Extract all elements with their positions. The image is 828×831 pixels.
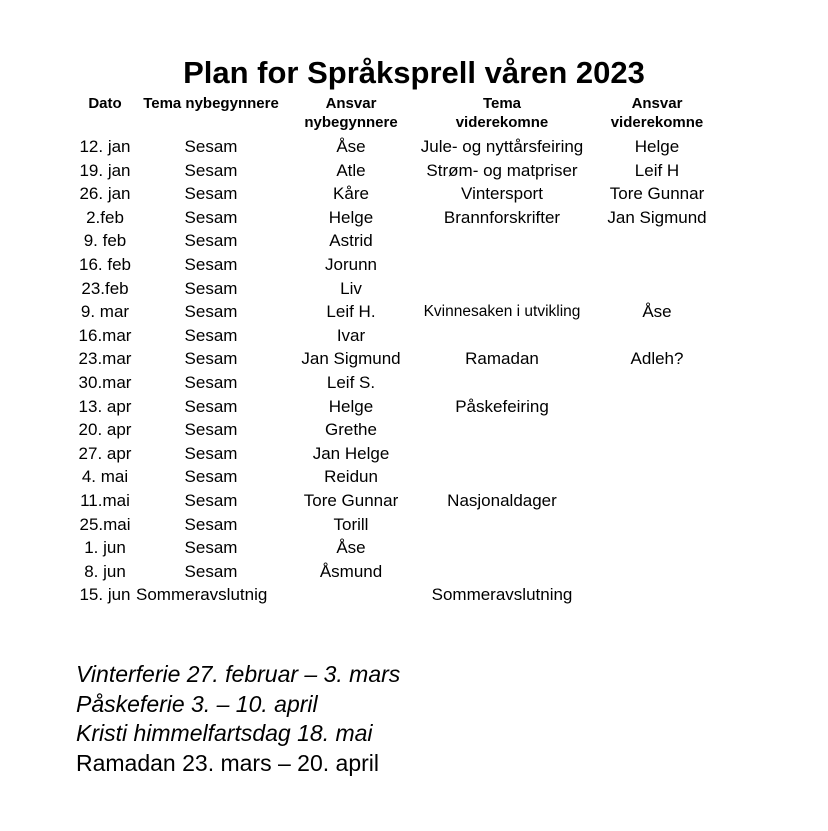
header-resp-advanced xyxy=(582,94,732,132)
cell-resp-beginners: Torill xyxy=(333,514,369,534)
note-winter-break: Vinterferie 27. februar – 3. mars xyxy=(76,661,401,687)
header-date-label: Dato xyxy=(88,95,122,112)
cell-resp-beginners: Liv xyxy=(340,278,362,298)
table-row xyxy=(0,560,828,584)
cell-date: 25.mai xyxy=(79,514,131,534)
cell-theme-beginners: Sesam xyxy=(184,184,238,204)
table-row xyxy=(0,465,828,489)
cell-resp-beginners: Helge xyxy=(328,207,374,227)
table-row xyxy=(0,300,828,324)
cell-resp-advanced: Tore Gunnar xyxy=(609,184,705,204)
cell-theme-beginners: Sesam xyxy=(184,538,238,558)
cell-theme-advanced: Ramadan xyxy=(465,349,539,369)
table-row xyxy=(0,347,828,371)
cell-theme-beginners: Sommeravslutnig xyxy=(136,585,268,605)
cell-theme-beginners: Sesam xyxy=(184,373,238,392)
header-theme-beginners xyxy=(131,94,291,113)
holiday-notes xyxy=(76,660,400,778)
cell-date: 19. jan xyxy=(79,160,131,180)
table-row xyxy=(0,324,828,348)
cell-theme-beginners: Sesam xyxy=(184,561,238,581)
cell-theme-advanced: Strøm- og matpriser xyxy=(426,160,578,180)
cell-theme-beginners: Sesam xyxy=(184,255,238,274)
cell-resp-advanced: Adleh? xyxy=(630,349,684,369)
cell-theme-beginners: Sesam xyxy=(184,396,238,416)
cell-resp-beginners: Helge xyxy=(328,396,374,416)
cell-date: 12. jan xyxy=(79,137,131,156)
page-title: Plan for Språksprell våren 2023 xyxy=(183,55,645,90)
table-row xyxy=(0,418,828,442)
cell-date: 15. jun xyxy=(79,585,131,605)
cell-date: 26. jan xyxy=(79,184,131,204)
table-row xyxy=(0,182,828,206)
cell-date: 11.mai xyxy=(80,491,130,510)
cell-theme-beginners: Sesam xyxy=(184,160,238,180)
cell-resp-advanced: Helge xyxy=(634,137,680,156)
cell-resp-beginners: Åsmund xyxy=(319,561,383,581)
cell-date: 4. mai xyxy=(81,467,129,487)
cell-resp-beginners: Jan Sigmund xyxy=(301,349,401,369)
header-resp-advanced-line2: viderekomne xyxy=(610,114,704,131)
table-row xyxy=(0,277,828,301)
cell-resp-beginners: Åse xyxy=(336,538,366,558)
table-row xyxy=(0,206,828,230)
cell-date: 9. feb xyxy=(83,231,127,251)
table-row xyxy=(0,371,828,395)
cell-theme-beginners: Sesam xyxy=(184,491,238,510)
cell-theme-beginners: Sesam xyxy=(184,325,238,345)
cell-date: 27. apr xyxy=(78,443,132,463)
table-row xyxy=(0,395,828,419)
cell-resp-advanced: Åse xyxy=(642,302,672,322)
header-theme-beginners-label: Tema nybegynnere xyxy=(143,95,279,112)
cell-resp-beginners: Grethe xyxy=(325,420,377,440)
cell-resp-beginners: Ivar xyxy=(336,325,366,345)
cell-resp-advanced: Jan Sigmund xyxy=(607,207,707,227)
note-easter-break: Påskeferie 3. – 10. april xyxy=(76,690,318,717)
cell-resp-beginners: Kåre xyxy=(333,184,369,204)
cell-theme-beginners: Sesam xyxy=(184,302,238,322)
cell-theme-beginners: Sesam xyxy=(184,137,238,156)
cell-theme-beginners: Sesam xyxy=(184,207,238,227)
table-row xyxy=(0,513,828,537)
cell-theme-beginners: Sesam xyxy=(184,443,238,463)
cell-resp-beginners: Jorunn xyxy=(325,255,377,274)
cell-theme-beginners: Sesam xyxy=(184,514,238,534)
header-resp-beginners-line1: Ansvar xyxy=(325,95,377,112)
cell-theme-advanced: Nasjonaldager xyxy=(447,491,557,510)
table-row xyxy=(0,253,828,277)
header-theme-advanced xyxy=(397,94,607,132)
cell-date: 16.mar xyxy=(78,325,132,345)
cell-date: 16. feb xyxy=(79,255,131,274)
header-resp-advanced-line1: Ansvar xyxy=(631,95,683,112)
cell-date: 13. apr xyxy=(78,396,132,416)
table-row xyxy=(0,489,828,513)
cell-resp-beginners: Reidun xyxy=(324,467,378,487)
cell-resp-beginners: Åse xyxy=(336,137,366,156)
cell-theme-advanced: Vintersport xyxy=(461,184,543,204)
cell-theme-beginners: Sesam xyxy=(184,420,238,440)
cell-date: 1. jun xyxy=(84,538,126,558)
cell-resp-beginners: Leif S. xyxy=(326,373,376,392)
cell-theme-beginners: Sesam xyxy=(184,349,238,369)
cell-theme-beginners: Sesam xyxy=(184,278,238,298)
header-theme-advanced-line1: Tema xyxy=(482,95,522,112)
cell-date: 2.feb xyxy=(86,207,124,227)
header-theme-advanced-line2: viderekomne xyxy=(455,114,549,131)
table-row xyxy=(0,583,828,607)
cell-theme-beginners: Sesam xyxy=(184,467,238,487)
cell-resp-advanced: Leif H xyxy=(634,160,680,180)
cell-date: 9. mar xyxy=(80,302,130,322)
table-row xyxy=(0,159,828,183)
note-ascension-day: Kristi himmelfartsdag 18. mai xyxy=(76,720,373,746)
cell-theme-advanced: Kvinnesaken i utvikling xyxy=(423,303,581,321)
cell-date: 8. jun xyxy=(84,561,126,581)
cell-resp-beginners: Leif H. xyxy=(326,302,376,322)
table-row xyxy=(0,135,828,159)
cell-theme-beginners: Sesam xyxy=(184,231,238,251)
cell-resp-beginners: Jan Helge xyxy=(312,443,390,463)
cell-date: 23.feb xyxy=(81,278,129,298)
cell-theme-advanced: Sommeravslutning xyxy=(431,585,573,605)
cell-resp-beginners: Tore Gunnar xyxy=(303,491,399,510)
cell-theme-advanced: Brannforskrifter xyxy=(443,207,561,227)
table-row xyxy=(0,229,828,253)
cell-date: 30.mar xyxy=(78,373,132,392)
cell-theme-advanced: Jule- og nyttårsfeiring xyxy=(420,137,584,156)
cell-resp-beginners: Astrid xyxy=(329,231,373,251)
cell-theme-advanced: Påskefeiring xyxy=(455,396,549,416)
table-row xyxy=(0,536,828,560)
header-resp-beginners-line2: nybegynnere xyxy=(304,114,398,131)
cell-resp-beginners: Atle xyxy=(336,160,366,180)
note-ramadan: Ramadan 23. mars – 20. april xyxy=(76,749,379,776)
cell-date: 20. apr xyxy=(78,420,132,440)
cell-date: 23.mar xyxy=(78,349,132,369)
table-row xyxy=(0,442,828,466)
